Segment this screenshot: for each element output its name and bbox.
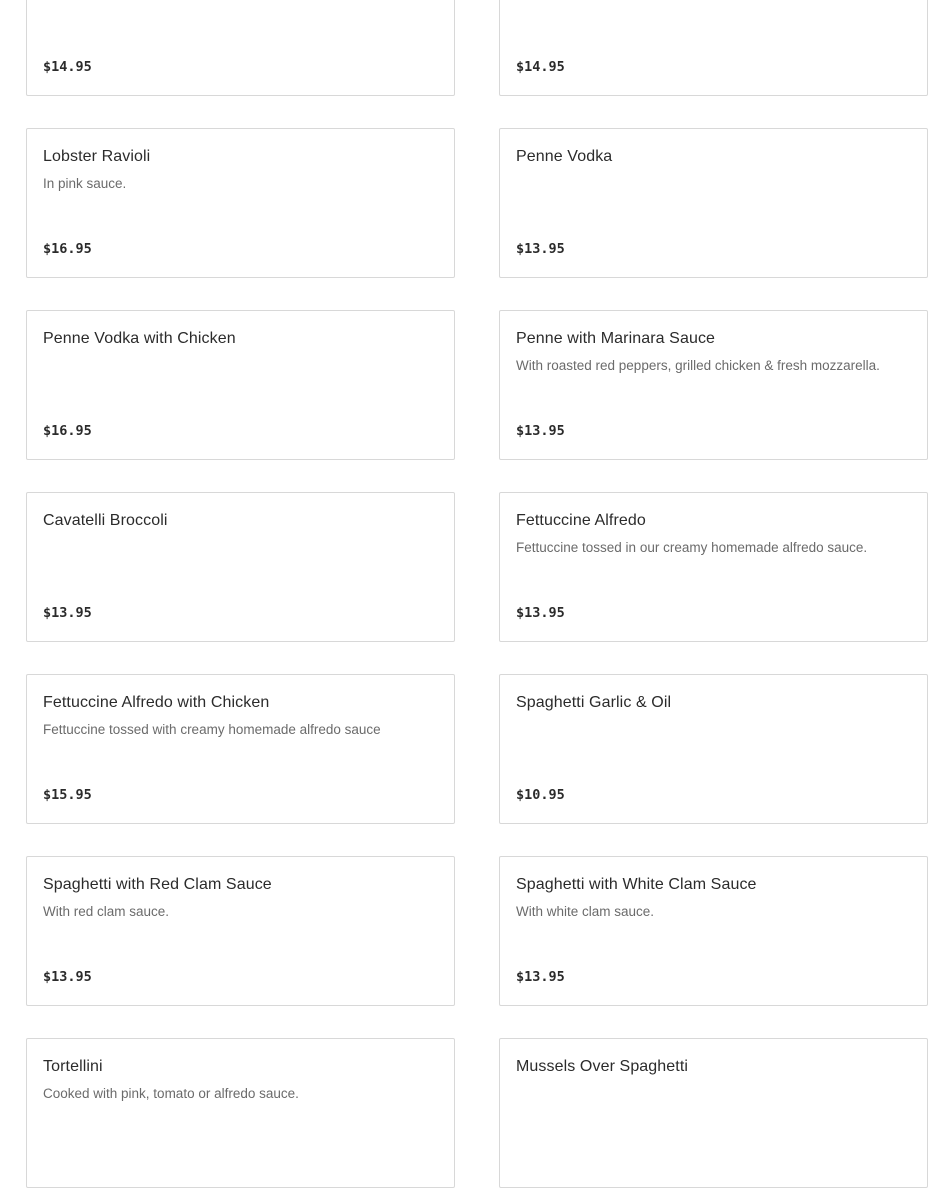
item-name: Lobster Ravioli: [43, 148, 151, 165]
item-name: Spaghetti Garlic & Oil: [516, 694, 672, 711]
item-name: Tortellini: [43, 1058, 103, 1075]
menu-item-card[interactable]: [26, 128, 455, 278]
menu-item-card[interactable]: [499, 856, 928, 1006]
item-price: $14.95: [516, 59, 565, 75]
item-price: $13.95: [516, 969, 565, 985]
item-price: $13.95: [516, 241, 565, 257]
item-name: Spaghetti with White Clam Sauce: [516, 876, 757, 893]
item-name: Spaghetti with Red Clam Sauce: [43, 876, 272, 893]
item-name: Mussels Over Spaghetti: [516, 1058, 689, 1075]
item-name: Penne Vodka: [516, 148, 613, 165]
item-description: With white clam sauce.: [516, 904, 655, 919]
item-name: Penne with Marinara Sauce: [516, 330, 716, 347]
menu-items-grid: [26, 0, 928, 1188]
item-price: $14.95: [43, 59, 92, 75]
item-description: In pink sauce.: [43, 176, 127, 191]
item-description: With roasted red peppers, grilled chicken & fresh mozzarella.: [516, 358, 880, 373]
menu-item-card[interactable]: [26, 0, 455, 96]
item-description: Cooked with pink, tomato or alfredo sauce.: [43, 1086, 299, 1101]
menu-item-card[interactable]: [26, 310, 455, 460]
menu-item-card[interactable]: [499, 1038, 928, 1188]
item-price: $13.95: [43, 605, 92, 621]
item-name: Penne Vodka with Chicken: [43, 330, 236, 347]
menu-item-card[interactable]: [499, 492, 928, 642]
menu-item-card[interactable]: [499, 310, 928, 460]
item-name: Cavatelli Broccoli: [43, 512, 168, 529]
item-price: $16.95: [43, 423, 92, 439]
item-description: Fettuccine tossed in our creamy homemade alfredo sauce.: [516, 540, 868, 555]
item-name: Fettuccine Alfredo with Chicken: [43, 694, 270, 711]
menu-item-card[interactable]: [26, 674, 455, 824]
item-price: $13.95: [43, 969, 92, 985]
menu-item-card[interactable]: [26, 856, 455, 1006]
menu-item-card[interactable]: [499, 128, 928, 278]
menu-item-card[interactable]: [499, 674, 928, 824]
item-price: $10.95: [516, 787, 565, 803]
menu-item-card[interactable]: [499, 0, 928, 96]
item-price: $16.95: [43, 241, 92, 257]
item-description: Fettuccine tossed with creamy homemade alfredo sauce: [43, 722, 381, 737]
menu-item-card[interactable]: [26, 1038, 455, 1188]
item-name: Fettuccine Alfredo: [516, 512, 646, 529]
item-price: $15.95: [43, 787, 92, 803]
menu-item-card[interactable]: [26, 492, 455, 642]
item-price: $13.95: [516, 423, 565, 439]
item-description: With red clam sauce.: [43, 904, 170, 919]
item-price: $13.95: [516, 605, 565, 621]
